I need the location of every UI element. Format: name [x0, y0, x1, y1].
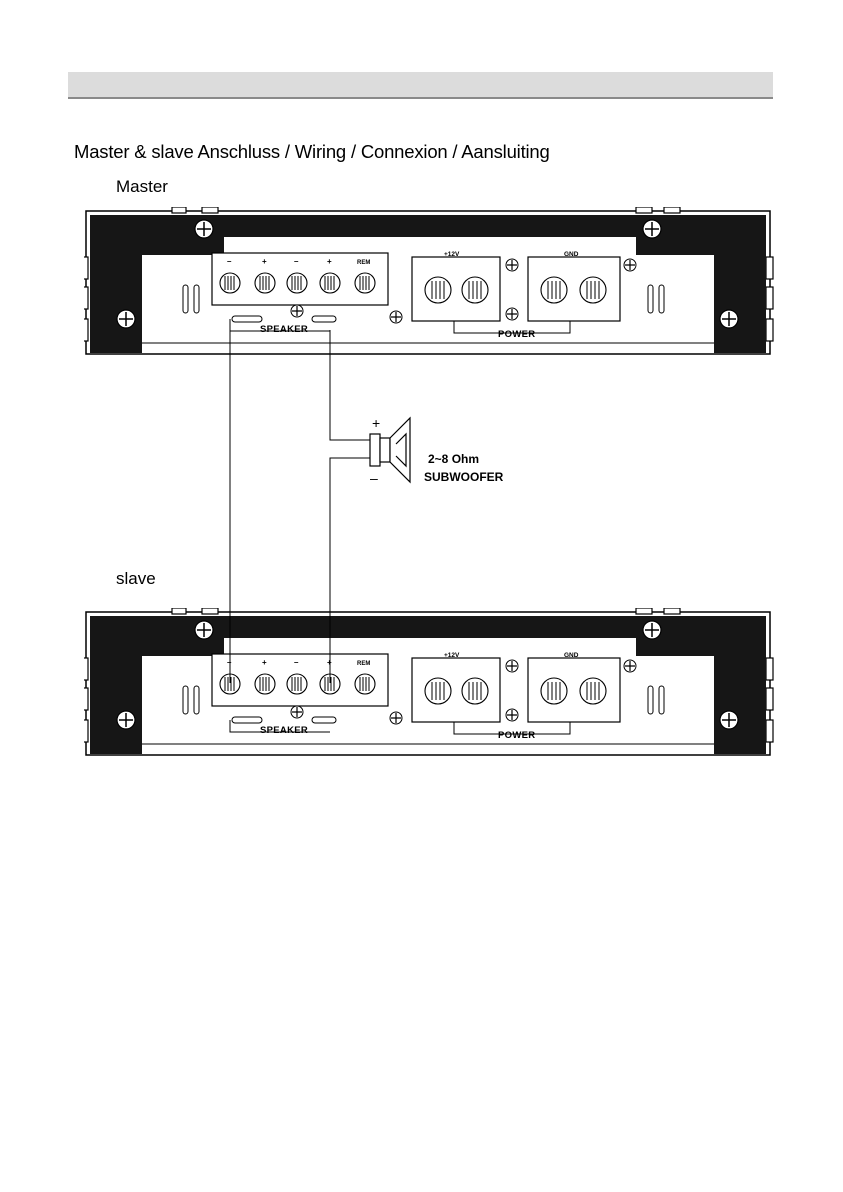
subwoofer-name: SUBWOOFER — [424, 470, 504, 484]
subwoofer-plus: + — [372, 415, 381, 431]
terminal-label-1: – — [227, 658, 232, 667]
terminal-label-rem: REM — [357, 661, 371, 667]
subwoofer-minus: – — [370, 470, 378, 486]
terminal-label-2: + — [262, 257, 267, 266]
terminal-label-4: + — [327, 658, 332, 667]
terminal-label-4: + — [327, 257, 332, 266]
power-gnd-label: GND — [564, 251, 579, 258]
master-label: Master — [116, 177, 168, 196]
terminal-label-2: + — [262, 658, 267, 667]
terminal-label-1: – — [227, 257, 232, 266]
subwoofer-icon — [370, 418, 410, 482]
power-label: POWER — [498, 329, 536, 340]
terminal-label-rem: REM — [357, 260, 371, 266]
page-title: Master & slave Anschluss / Wiring / Connexion / Aansluiting — [74, 141, 550, 162]
terminal-label-3: – — [294, 658, 299, 667]
power-label: POWER — [498, 730, 536, 741]
subwoofer-impedance: 2~8 Ohm — [428, 452, 480, 466]
power-gnd-label: GND — [564, 652, 579, 659]
speaker-label: SPEAKER — [260, 725, 309, 736]
power-12v-label: +12V — [444, 251, 460, 258]
slave-amplifier — [84, 608, 774, 758]
master-amplifier — [84, 207, 774, 357]
slave-label: slave — [116, 569, 156, 588]
terminal-label-3: – — [294, 257, 299, 266]
power-12v-label: +12V — [444, 652, 460, 659]
header-bar — [68, 72, 773, 99]
speaker-label: SPEAKER — [260, 324, 309, 335]
